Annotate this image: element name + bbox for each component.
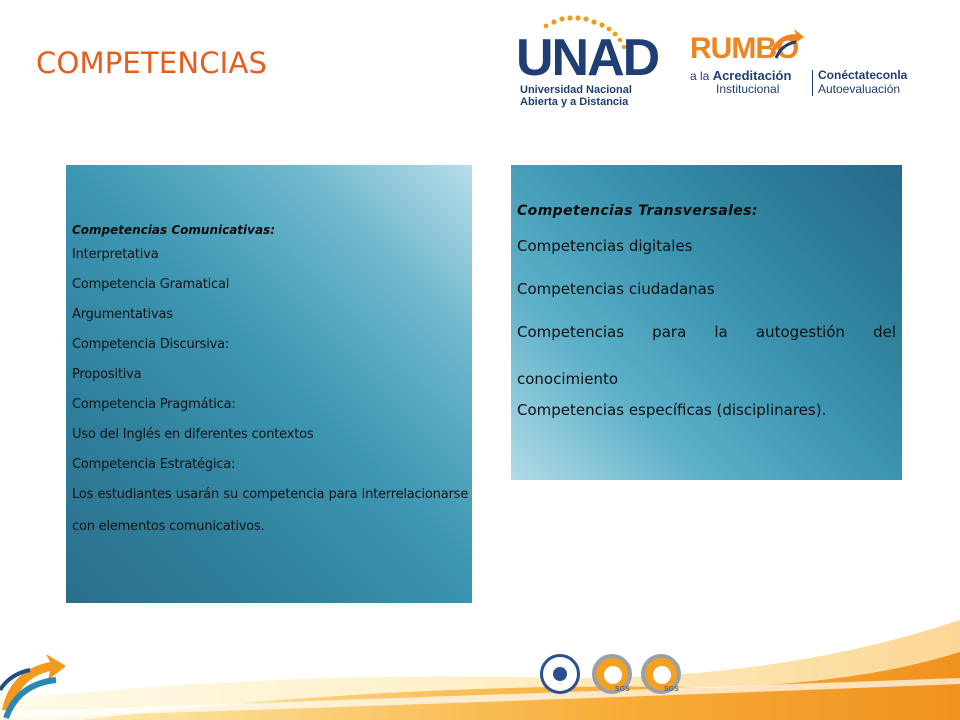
list-paragraph: Competencias para la autogestión del conocimiento: [517, 323, 896, 388]
list-item: Propositiva: [72, 367, 142, 382]
sgs-label: SGS: [664, 686, 679, 693]
unad-tagline: Universidad Nacional Abierta y a Distancia: [520, 84, 632, 108]
list-item: Interpretativa: [72, 247, 159, 262]
list-item: Competencias específicas (disciplinares).: [517, 401, 827, 419]
rumbo-wordmark: RUMBO: [690, 32, 799, 65]
sgs-label: SGS: [615, 686, 630, 693]
list-item: Uso del Inglés en diferentes contextos: [72, 427, 314, 442]
transversal-competencies-box: [511, 165, 902, 480]
rumbo-right-line2: Autoevaluación: [818, 82, 901, 96]
list-item: Competencias ciudadanas: [517, 280, 715, 298]
rumbo-line1: a la Acreditación: [690, 68, 792, 83]
communicative-list: [72, 247, 468, 543]
transversal-list: [517, 237, 896, 419]
rumbo-arrow-icon: [766, 28, 806, 64]
rumbo-divider: [812, 70, 813, 96]
list-item: Competencias digitales: [517, 237, 693, 255]
communicative-competencies-box: [66, 165, 472, 603]
unad-logo: [514, 14, 659, 110]
rumbo-right-line1: Conéctateconla: [818, 68, 908, 82]
list-item: Competencia Discursiva:: [72, 337, 230, 352]
colombia-seal-icon: [540, 654, 580, 694]
corner-arrow-icon: [0, 640, 80, 720]
list-item: Competencia Estratégica:: [72, 457, 236, 472]
list-item: Competencia Pragmática:: [72, 397, 236, 412]
rumbo-line2: Institucional: [716, 82, 780, 96]
list-item: Competencia Gramatical: [72, 277, 230, 292]
rumbo-logo: [688, 32, 928, 102]
footer-swoosh: [0, 560, 960, 720]
transversal-heading: Competencias Transversales:: [517, 203, 758, 219]
slide-title: COMPETENCIAS: [36, 46, 268, 80]
communicative-heading: Competencias Comunicativas:: [72, 223, 276, 237]
list-item: Argumentativas: [72, 307, 173, 322]
unad-wordmark: UNAD: [516, 29, 659, 87]
list-paragraph: Los estudiantes usarán su competencia para interrelacionarse con elementos comunicativos.: [72, 487, 468, 534]
